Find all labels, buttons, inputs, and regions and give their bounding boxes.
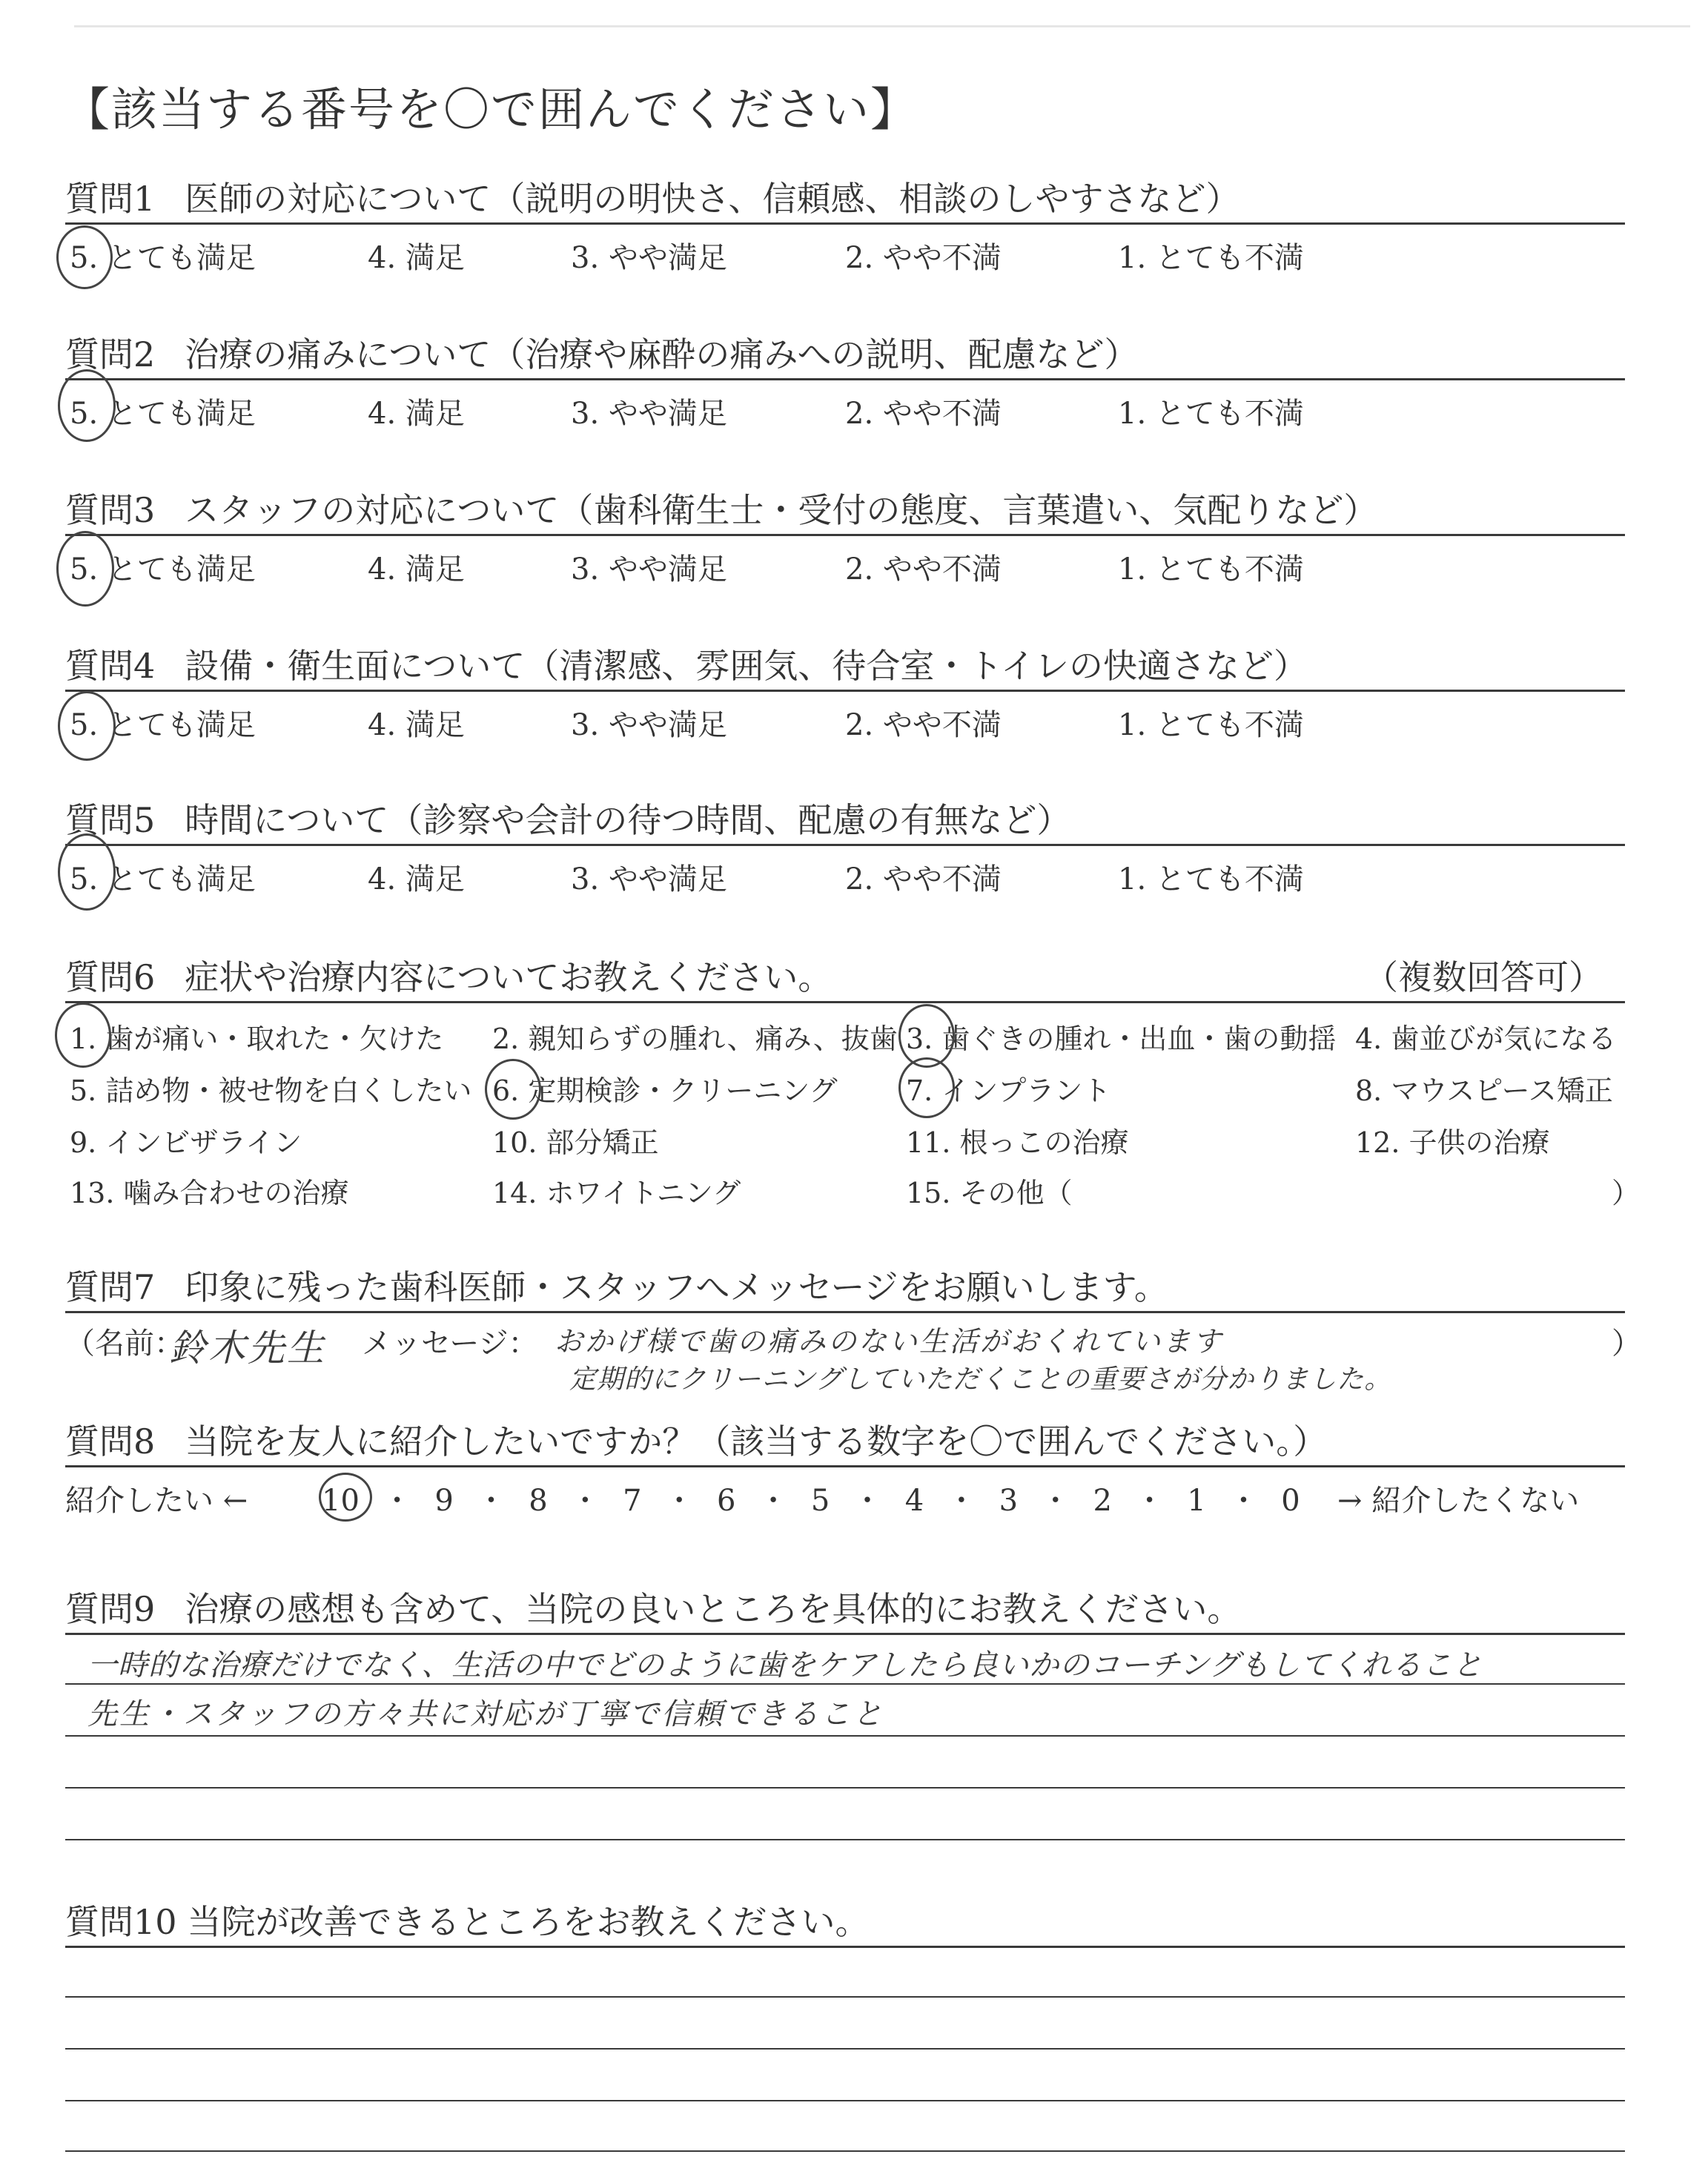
option-3[interactable]: 3. やや満足 xyxy=(571,397,727,431)
symptom-7[interactable]: 7. インプラント xyxy=(906,1074,1111,1107)
symptom-10[interactable]: 10. 部分矯正 xyxy=(492,1126,659,1159)
symptom-9[interactable]: 9. インビザライン xyxy=(70,1126,302,1159)
answer-line xyxy=(65,1683,1625,1685)
message-label: メッセージ： xyxy=(362,1327,538,1361)
question-3-title: 質問3 スタッフの対応について（歯科衛生士・受付の態度、言葉遣い、気配りなど） xyxy=(65,490,1378,530)
question-rule xyxy=(65,1001,1625,1003)
symptom-14[interactable]: 14. ホワイトニング xyxy=(492,1177,741,1209)
symptom-12[interactable]: 12. 子供の治療 xyxy=(1355,1126,1550,1159)
option-5[interactable]: 5. とても満足 xyxy=(70,708,256,742)
question-1-title: 質問1 医師の対応について（説明の明快さ、信頼感、相談のしやすさなど） xyxy=(65,179,1240,219)
option-4[interactable]: 4. 満足 xyxy=(368,708,465,742)
option-2[interactable]: 2. やや不満 xyxy=(845,708,1002,742)
answer-line xyxy=(65,2150,1625,2152)
option-5[interactable]: 5. とても満足 xyxy=(70,241,256,275)
question-rule xyxy=(65,844,1625,846)
selection-circle xyxy=(56,531,114,607)
option-1[interactable]: 1. とても不満 xyxy=(1118,241,1304,275)
question-rule xyxy=(65,1465,1625,1467)
question-10-title: 質問10 当院が改善できるところをお教えください。 xyxy=(65,1902,870,1942)
selection-circle xyxy=(58,691,116,761)
symptom-1[interactable]: 1. 歯が痛い・取れた・欠けた xyxy=(70,1023,444,1055)
symptom-13[interactable]: 13. 噛み合わせの治療 xyxy=(70,1177,349,1209)
answer-line xyxy=(65,1839,1625,1840)
question-9-title: 質問9 治療の感想も含めて、当院の良いところを具体的にお教えください。 xyxy=(65,1589,1242,1629)
handwritten-message-line-1: おかげ様で歯の痛みのない生活がおくれています xyxy=(555,1325,1224,1358)
option-2[interactable]: 2. やや不満 xyxy=(845,862,1002,896)
symptom-5[interactable]: 5. 詰め物・被せ物を白くしたい xyxy=(70,1074,472,1107)
symptom-8[interactable]: 8. マウスピース矯正 xyxy=(1355,1074,1613,1107)
question-8-title: 質問8 当院を友人に紹介したいですか？（該当する数字を〇で囲んでください。） xyxy=(65,1421,1328,1462)
question-4-title: 質問4 設備・衛生面について（清潔感、雰囲気、待合室・トイレの快適さなど） xyxy=(65,646,1308,686)
option-3[interactable]: 3. やや満足 xyxy=(571,862,727,896)
question-rule xyxy=(65,690,1625,692)
symptom-4[interactable]: 4. 歯並びが気になる xyxy=(1355,1023,1617,1055)
selection-circle xyxy=(319,1473,372,1522)
handwritten-answer-line-1: 一時的な治療だけでなく、生活の中でどのように歯をケアしたら良いかのコーチングもしてくれること xyxy=(87,1648,1483,1682)
symptom-15[interactable]: 15. その他（ xyxy=(906,1177,1073,1209)
question-5-title: 質問5 時間について（診察や会計の待つ時間、配慮の有無など） xyxy=(65,800,1071,840)
option-3[interactable]: 3. やや満足 xyxy=(571,241,727,275)
option-1[interactable]: 1. とても不満 xyxy=(1118,862,1304,896)
option-3[interactable]: 3. やや満足 xyxy=(571,552,727,587)
option-5[interactable]: 5. とても満足 xyxy=(70,862,256,896)
option-4[interactable]: 4. 満足 xyxy=(368,862,465,896)
question-rule xyxy=(65,1946,1625,1948)
instruction-header: 【該当する番号を〇で囲んでください】 xyxy=(64,82,918,136)
recommend-yes-label: 紹介したい ← xyxy=(65,1484,248,1518)
recommend-scale[interactable]: 10 ・ 9 ・ 8 ・ 7 ・ 6 ・ 5 ・ 4 ・ 3 ・ 2 ・ 1 ・ 0 xyxy=(322,1484,1300,1518)
question-6-title: 質問6 症状や治療内容についてお教えください。 xyxy=(65,957,833,997)
selection-circle xyxy=(55,1003,111,1068)
recommend-no-label: → 紹介したくない xyxy=(1337,1484,1580,1518)
question-rule xyxy=(65,1311,1625,1313)
option-1[interactable]: 1. とても不満 xyxy=(1118,552,1304,587)
symptom-11[interactable]: 11. 根っこの治療 xyxy=(906,1126,1129,1159)
option-2[interactable]: 2. やや不満 xyxy=(845,552,1002,587)
selection-circle xyxy=(58,833,116,911)
answer-line xyxy=(65,1735,1625,1737)
option-5[interactable]: 5. とても満足 xyxy=(70,552,256,587)
option-3[interactable]: 3. やや満足 xyxy=(571,708,727,742)
selection-circle xyxy=(898,1057,955,1118)
question-2-title: 質問2 治療の痛みについて（治療や麻酔の痛みへの説明、配慮など） xyxy=(65,334,1139,374)
handwritten-name: 鈴木先生 xyxy=(169,1327,326,1370)
name-label: （名前： xyxy=(65,1327,184,1361)
handwritten-message-line-2: 定期的にクリーニングしていただくことの重要さが分かりました。 xyxy=(569,1364,1392,1395)
option-4[interactable]: 4. 満足 xyxy=(368,397,465,431)
symptom-6[interactable]: 6. 定期検診・クリーニング xyxy=(492,1074,838,1107)
question-rule xyxy=(65,1633,1625,1635)
answer-line xyxy=(65,2100,1625,2101)
multiple-answers-note: （複数回答可） xyxy=(1364,957,1603,997)
handwritten-answer-line-2: 先生・スタッフの方々共に対応が丁寧で信頼できること xyxy=(87,1697,884,1731)
message-close: ） xyxy=(1612,1327,1641,1361)
answer-line xyxy=(65,1996,1625,1998)
option-4[interactable]: 4. 満足 xyxy=(368,241,465,275)
option-1[interactable]: 1. とても不満 xyxy=(1118,708,1304,742)
symptom-2[interactable]: 2. 親知らずの腫れ、痛み、抜歯 xyxy=(492,1023,898,1055)
question-rule xyxy=(65,534,1625,536)
question-7-title: 質問7 印象に残った歯科医師・スタッフへメッセージをお願いします。 xyxy=(65,1267,1168,1307)
option-5[interactable]: 5. とても満足 xyxy=(70,397,256,431)
top-divider xyxy=(74,25,1690,27)
option-2[interactable]: 2. やや不満 xyxy=(845,241,1002,275)
symptom-3[interactable]: 3. 歯ぐきの腫れ・出血・歯の動揺 xyxy=(906,1023,1337,1055)
question-rule xyxy=(65,378,1625,380)
answer-line xyxy=(65,2048,1625,2050)
option-1[interactable]: 1. とても不満 xyxy=(1118,397,1304,431)
answer-line xyxy=(65,1787,1625,1789)
option-4[interactable]: 4. 満足 xyxy=(368,552,465,587)
option-2[interactable]: 2. やや不満 xyxy=(845,397,1002,431)
selection-circle xyxy=(58,369,116,442)
symptom-15-close: ） xyxy=(1612,1177,1641,1209)
question-rule xyxy=(65,222,1625,225)
selection-circle xyxy=(485,1059,541,1120)
selection-circle xyxy=(56,225,113,289)
